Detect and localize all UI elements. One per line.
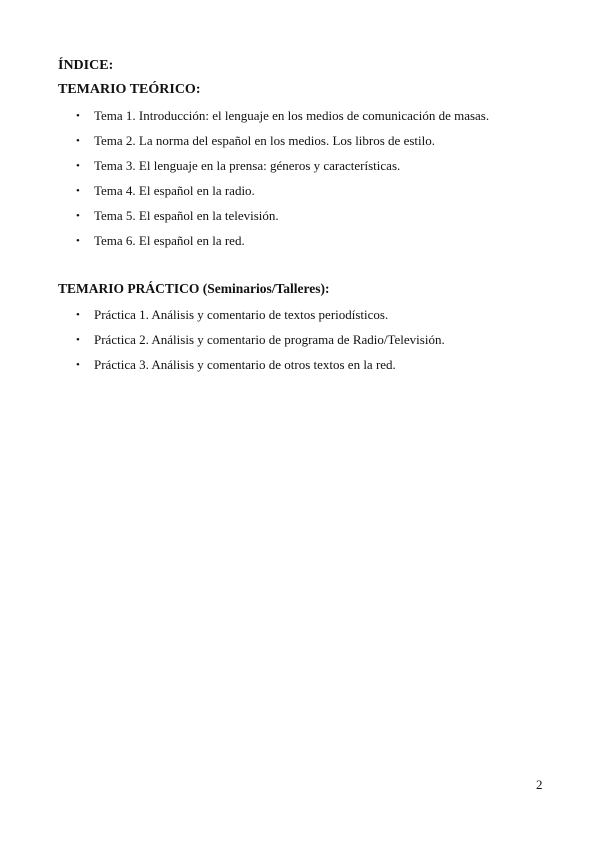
index-title: ÍNDICE:	[58, 58, 114, 73]
practice-section-title: TEMARIO PRÁCTICO (Seminarios/Talleres):	[58, 281, 330, 296]
theory-topic-4: Tema 4. El español en la radio.	[94, 183, 255, 198]
practice-topic-1: Práctica 1. Análisis y comentario de textos periodísticos.	[94, 307, 389, 322]
practice-topic-2: Práctica 2. Análisis y comentario de programa de Radio/Televisión.	[94, 332, 445, 347]
theory-section-title: TEMARIO TEÓRICO:	[58, 82, 201, 97]
theory-topic-5: Tema 5. El español en la televisión.	[94, 208, 279, 223]
bullet-icon: •	[76, 235, 80, 247]
page-number: 2	[536, 777, 543, 792]
bullet-icon: •	[76, 309, 80, 321]
bullet-icon: •	[76, 110, 80, 122]
theory-topic-6: Tema 6. El español en la red.	[94, 233, 245, 248]
bullet-icon: •	[76, 160, 80, 172]
theory-topic-2: Tema 2. La norma del español en los medios. Los libros de estilo.	[94, 133, 435, 148]
theory-topic-1: Tema 1. Introducción: el lenguaje en los medios de comunicación de masas.	[94, 108, 490, 123]
theory-topic-3: Tema 3. El lenguaje en la prensa: géneros y características.	[94, 158, 401, 173]
bullet-icon: •	[76, 135, 80, 147]
bullet-icon: •	[76, 185, 80, 197]
bullet-icon: •	[76, 359, 80, 371]
practice-topic-3: Práctica 3. Análisis y comentario de otros textos en la red.	[94, 357, 396, 372]
bullet-icon: •	[76, 210, 80, 222]
bullet-icon: •	[76, 334, 80, 346]
